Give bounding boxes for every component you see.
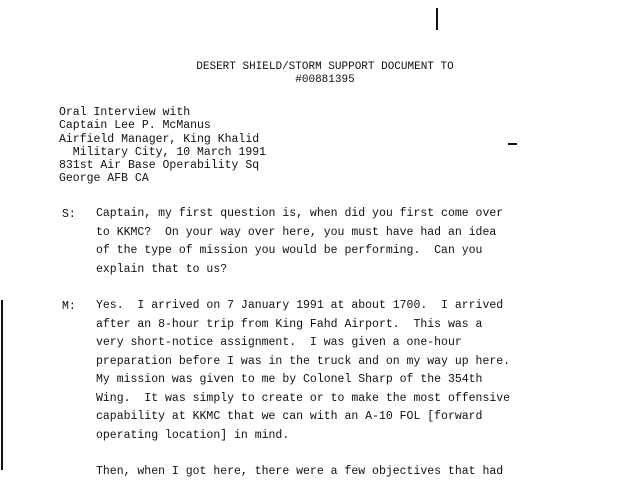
paragraph-line: Then, when I got here, there were a few objectives that had	[96, 465, 504, 478]
paragraph-line: capability at KKMC that we can with an A-10 FOL [forward	[96, 410, 483, 423]
paragraph-line: of the type of mission you would be performing. Can you	[96, 244, 483, 257]
address-line: Oral Interview with	[59, 106, 191, 119]
paragraph-line: operating location] in mind.	[96, 428, 290, 442]
continuation-paragraph	[96, 463, 566, 482]
address-line: Airfield Manager, King Khalid	[59, 132, 260, 146]
address-line: George AFB CA	[59, 172, 149, 186]
document-header-title: DESERT SHIELD/STORM SUPPORT DOCUMENT TO	[196, 61, 454, 73]
paragraph-line: Wing. It was simply to create or to make the most offensive	[96, 391, 511, 405]
address-line: Captain Lee P. McManus	[59, 119, 211, 133]
address-line: Military City, 10 March 1991	[59, 145, 267, 159]
answer-paragraph	[96, 297, 566, 445]
document-header-number: #00881395	[295, 74, 355, 86]
paragraph-line: very short-notice assignment. I was given a one-hour	[96, 336, 462, 349]
scan-mark-dash	[508, 143, 517, 145]
address-line: 831st Air Base Operability Sq	[59, 159, 260, 173]
question-paragraph	[96, 205, 566, 279]
paragraph-line: preparation before I was in the truck and on my way up here.	[96, 354, 511, 368]
paragraph-line: Yes. I arrived on 7 January 1991 at about 1700. I arrived	[96, 299, 504, 312]
paragraph-line: to KKMC? On your way over here, you must have had an idea	[96, 225, 497, 239]
interview-address-block	[59, 106, 266, 186]
paragraph-line: My mission was given to me by Colonel Sharp of the 354th	[96, 373, 483, 386]
scan-mark-left-margin	[1, 300, 3, 470]
speaker-label: M:	[62, 300, 76, 313]
paragraph-line: explain that to us?	[96, 262, 228, 276]
speaker-label: S:	[62, 208, 76, 221]
paragraph-line: Captain, my first question is, when did you first come over	[96, 207, 504, 220]
scan-mark-top	[436, 8, 438, 30]
paragraph-line: after an 8-hour trip from King Fahd Airport. This was a	[96, 317, 483, 331]
